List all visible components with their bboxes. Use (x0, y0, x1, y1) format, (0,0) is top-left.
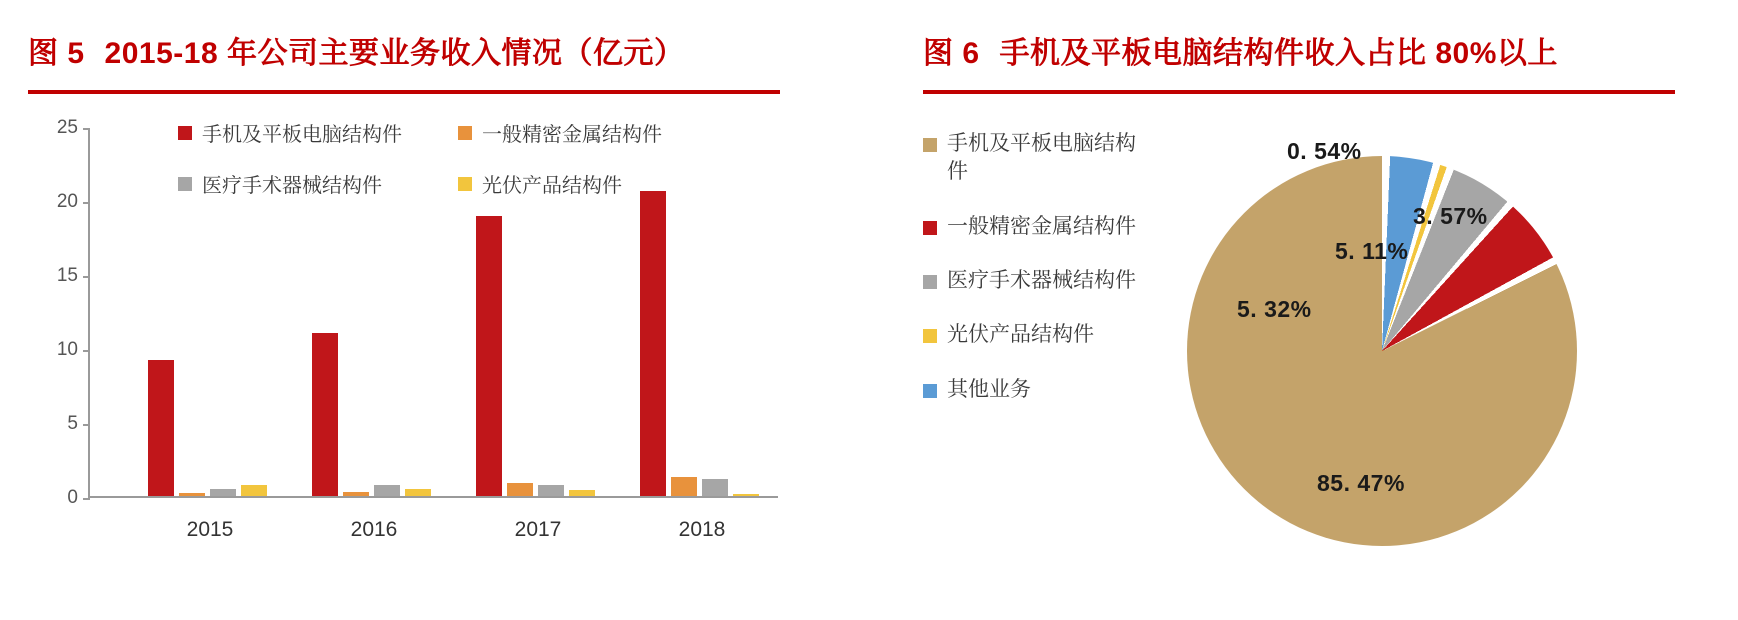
figure-5-rule (28, 90, 780, 94)
bar (241, 485, 267, 496)
x-axis-label: 2016 (350, 518, 398, 541)
pie-slice-label: 85. 47% (1317, 470, 1405, 496)
bar-group (476, 128, 600, 541)
legend-label: 医疗手术器械结构件 (947, 269, 1136, 293)
bar-group (312, 128, 436, 541)
figure-6-panel (895, 0, 1738, 620)
figure-6-header (923, 28, 1698, 98)
bar (640, 191, 666, 496)
x-axis-label: 2015 (186, 518, 234, 541)
bar-chart-plot-area (56, 117, 778, 541)
y-axis-tick: 15 (56, 265, 78, 286)
pie-slice-label: 0. 54% (1287, 138, 1362, 164)
y-axis-tick: 25 (56, 117, 78, 138)
bar (343, 492, 369, 496)
legend-item (923, 321, 1153, 349)
bar (702, 479, 728, 496)
bar (671, 477, 697, 496)
y-axis-tick: 0 (67, 487, 78, 508)
bar (569, 490, 595, 496)
x-axis-label: 2017 (514, 518, 562, 541)
legend-label: 光伏产品结构件 (482, 175, 622, 197)
figure-6-number: 图 6 (923, 37, 980, 70)
bar (476, 216, 502, 496)
bar (405, 489, 431, 496)
pie-slice-label: 5. 11% (1335, 238, 1409, 264)
bar (312, 333, 338, 496)
legend-label: 一般精密金属结构件 (482, 124, 662, 146)
bar (148, 360, 174, 496)
legend-label: 手机及平板电脑结构件 (202, 124, 402, 146)
legend-swatch-icon (923, 384, 937, 398)
bar-chart (28, 110, 818, 580)
bar (507, 483, 533, 496)
y-axis-tick: 10 (56, 339, 78, 360)
figure-5-header (28, 28, 830, 98)
bar (210, 489, 236, 496)
legend-label: 医疗手术器械结构件 (202, 175, 382, 197)
pie-chart (895, 110, 1738, 580)
figure-6-rule (923, 90, 1675, 94)
pie-slice-label: 3. 57% (1413, 203, 1488, 229)
legend-label: 光伏产品结构件 (947, 323, 1094, 347)
legend-label: 手机及平板电脑结构件 (947, 132, 1136, 184)
bar-group (148, 128, 272, 541)
legend-label: 其他业务 (947, 377, 1031, 401)
bar (733, 494, 759, 496)
legend-swatch-icon (923, 221, 937, 235)
pie-chart-legend (923, 130, 1153, 430)
legend-swatch-icon (923, 329, 937, 343)
y-axis-tick: 5 (67, 413, 78, 434)
bar-group (640, 128, 764, 541)
legend-item (923, 130, 1153, 187)
legend-item (923, 267, 1153, 295)
figure-5-title-line (28, 28, 830, 72)
pie-slice-label: 5. 32% (1237, 296, 1312, 322)
y-axis-tick: 20 (56, 191, 78, 212)
x-axis-label: 2018 (678, 518, 726, 541)
legend-label: 一般精密金属结构件 (947, 214, 1136, 238)
bar (179, 493, 205, 496)
legend-item (923, 376, 1153, 404)
figure-6-title-line (923, 28, 1698, 72)
figure-5-title: 2015-18 年公司主要业务收入情况（亿元） (104, 37, 685, 70)
pie-graphic-wrap (1175, 128, 1595, 548)
bar (538, 485, 564, 496)
legend-item (923, 213, 1153, 241)
legend-swatch-icon (923, 138, 937, 152)
legend-swatch-icon (923, 275, 937, 289)
bar (374, 485, 400, 496)
figure-5-number: 图 5 (28, 37, 85, 70)
figure-6-title: 手机及平板电脑结构件收入占比 80%以上 (999, 37, 1558, 70)
